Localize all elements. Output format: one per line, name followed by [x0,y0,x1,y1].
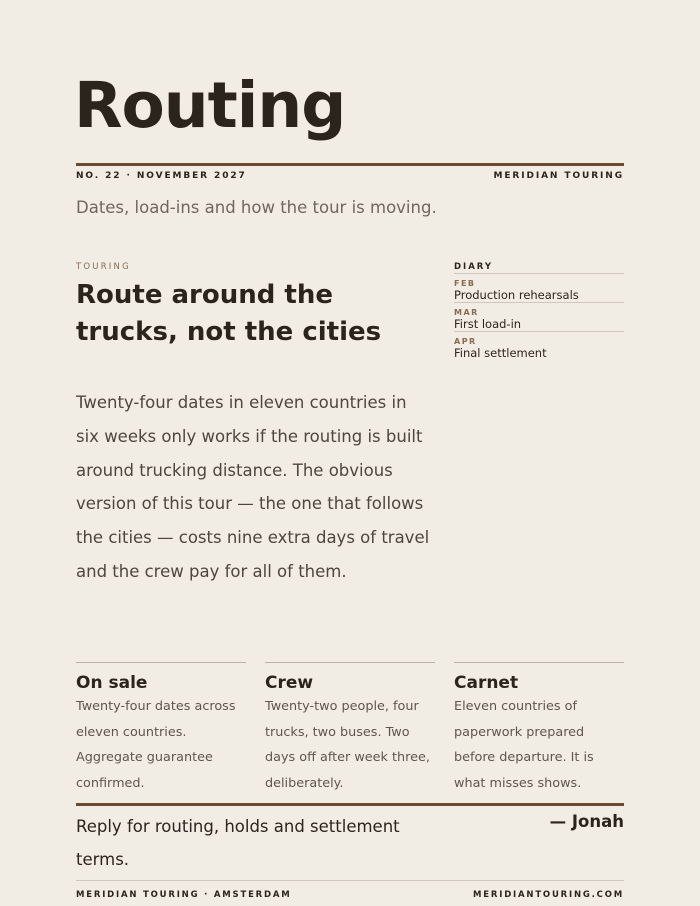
footer-rule [76,880,624,881]
column-carnet [454,662,624,796]
column-title: Crew [265,673,314,693]
masthead-title: Routing [74,69,346,142]
diary-sidebar [454,261,624,360]
diary-event: Production rehearsals [454,288,579,302]
feature-kicker: TOURING [76,262,131,272]
diary-month: FEB [454,279,476,288]
masthead-rule [76,163,624,166]
diary-event: Final settlement [454,346,547,360]
column-text: Twenty-four dates across eleven countries. Aggregate guarantee confirmed. [76,699,236,791]
diary-month: APR [454,337,477,346]
diary-label: DIARY [454,262,494,272]
feature-headline: Route around the trucks, not the cities [76,280,382,347]
closing-rule [76,803,624,806]
column-text: Eleven countries of paperwork prepared before departure. It is what misses shows. [454,699,594,791]
column-crew [265,662,435,796]
diary-event: First load-in [454,317,522,331]
footer-address: MERIDIAN TOURING · AMSTERDAM [76,890,292,900]
newsletter-page [76,0,624,906]
column-text: Twenty-two people, four trucks, two buses. Two days off after week three, deliberately. [265,699,430,791]
diary-item [454,273,624,302]
reply-prompt: Reply for routing, holds and settlement terms. [76,817,400,869]
column-title: On sale [76,673,148,693]
diary-month: MAR [454,308,479,317]
signoff: — Jonah [549,812,624,831]
column-rule [76,662,246,663]
column-rule [454,662,624,663]
footer-website-link[interactable]: MERIDIANTOURING.COM [473,890,624,900]
diary-item [454,302,624,331]
publisher-name: MERIDIAN TOURING [493,171,624,181]
feature-body: Twenty-four dates in eleven countries in six weeks only works if the routing is built around trucking distance. The obvious version of this tour — the one that follows the cities — costs nine extra days of travel and the crew pay for all of them. [76,393,430,581]
column-on-sale [76,662,246,796]
standfirst: Dates, load-ins and how the tour is moving. [76,198,437,217]
diary-item [454,331,624,360]
column-title: Carnet [454,673,519,693]
column-rule [265,662,435,663]
issue-line: NO. 22 · NOVEMBER 2027 [76,171,247,181]
